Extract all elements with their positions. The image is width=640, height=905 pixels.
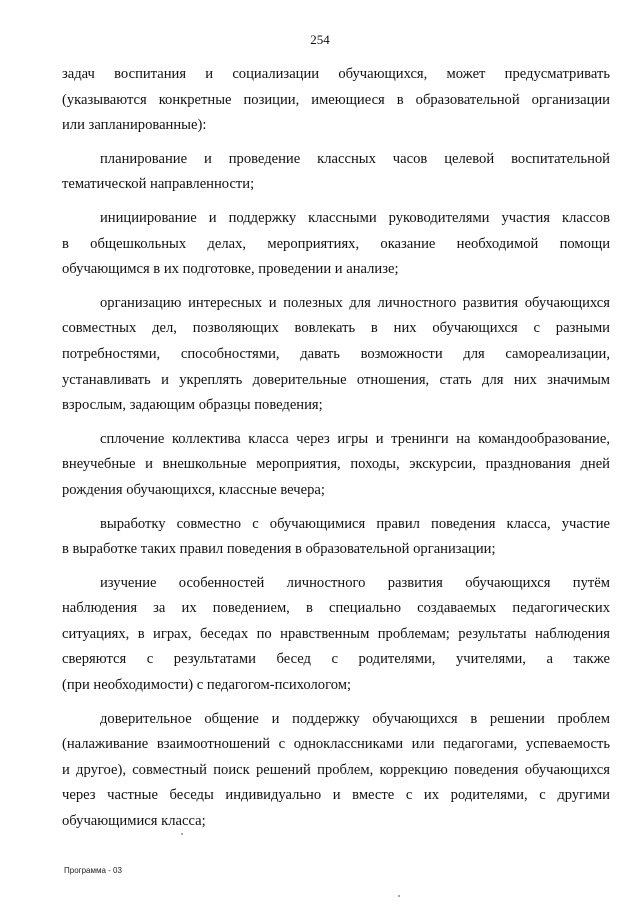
scan-speck <box>398 895 400 897</box>
text-line: сверяются с результатами бесед с родителями, учителями, а также <box>62 651 610 668</box>
text-line: и другое), совместный поиск решений проблем, коррекцию поведения обучающихся <box>62 761 610 778</box>
text-line: обучающимися класса; <box>62 813 206 830</box>
text-line: ситуациях, в играх, беседах по нравственным проблемам; результаты наблюдения <box>62 625 610 642</box>
text-line: доверительное общение и поддержку обучающихся в решении проблем <box>100 710 610 727</box>
paragraph-intro <box>62 62 610 139</box>
text-line: рождения обучающихся, классные вечера; <box>62 481 325 498</box>
text-line: в выработке таких правил поведения в образовательной организации; <box>62 541 496 558</box>
text-line: совместных дел, позволяющих вовлекать в них обучающихся с разными <box>62 320 610 337</box>
text-line: в общешкольных делах, мероприятиях, оказание необходимой помощи <box>62 235 610 252</box>
document-body <box>62 62 610 843</box>
text-line: потребностями, способностями, давать возможности для самореализации, <box>62 345 610 362</box>
text-line: обучающимся в их подготовке, проведении и анализе; <box>62 261 399 278</box>
paragraph-organization <box>62 291 610 419</box>
text-line: через частные беседы индивидуально и вместе с их родителями, с другими <box>62 787 610 804</box>
text-line: организацию интересных и полезных для личностного развития обучающихся <box>100 294 610 311</box>
text-line: (при необходимости) с педагогом-психологом; <box>62 677 352 694</box>
text-line: изучение особенностей личностного развития обучающихся путём <box>100 574 610 591</box>
scan-speck <box>181 833 183 835</box>
paragraph-trust <box>62 707 610 835</box>
text-line: наблюдения за их поведением, в специально создаваемых педагогических <box>62 600 610 617</box>
paragraph-study <box>62 571 610 699</box>
text-line: (указываются конкретные позиции, имеющиеся в образовательной организации <box>62 91 610 108</box>
text-line: или запланированные): <box>62 117 207 134</box>
paragraph-rules <box>62 512 610 563</box>
text-line: взрослым, задающим образцы поведения; <box>62 397 323 414</box>
text-line: внеучебные и внешкольные мероприятия, походы, экскурсии, празднования дней <box>62 456 610 473</box>
text-line: тематической направленности; <box>62 176 255 193</box>
text-line: устанавливать и укреплять доверительные отношения, стать для них значимым <box>62 371 610 388</box>
text-line: сплочение коллектива класса через игры и тренинги на командообразование, <box>100 430 610 447</box>
text-line: выработку совместно с обучающимися правил поведения класса, участие <box>100 515 610 532</box>
paragraph-team-building <box>62 427 610 504</box>
page-number: 254 <box>310 32 330 47</box>
paragraph-initiation <box>62 206 610 283</box>
text-line: задач воспитания и социализации обучающихся, может предусматривать <box>62 66 610 82</box>
footer-label: Программа - 03 <box>64 866 122 875</box>
text-line: (налаживание взаимоотношений с одноклассниками или педагогами, успеваемость <box>62 736 610 753</box>
text-line: инициирование и поддержку классными руководителями участия классов <box>100 209 610 226</box>
paragraph-class-hours <box>62 147 610 198</box>
text-line: планирование и проведение классных часов целевой воспитательной <box>100 150 610 167</box>
